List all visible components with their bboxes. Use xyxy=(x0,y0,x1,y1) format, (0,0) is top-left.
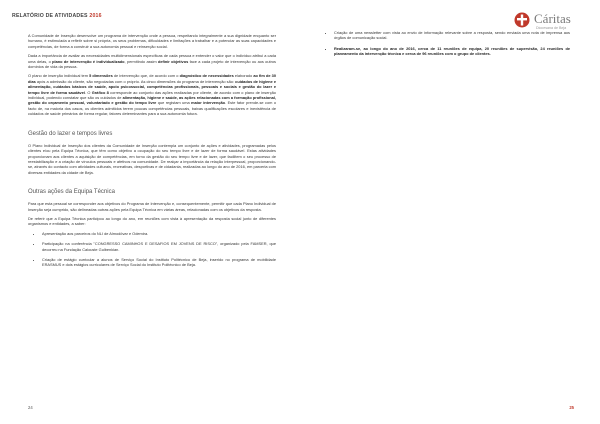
logo-subtitle: Diocesana de Beja xyxy=(536,26,567,30)
right-actions-list xyxy=(320,30,570,57)
report-year: 2016 xyxy=(89,13,102,19)
right-column xyxy=(320,30,570,62)
heading-leisure: Gestão do lazer e tempos livres xyxy=(28,130,113,137)
report-title: RELATÓRIO DE ATIVIDADES xyxy=(12,13,88,19)
paragraph-leisure: O Plano Individual de Inserção dos clientes da Comunidade de Inserção contempla um conjunto de ações e atividades, programadas pelos clientes e/ou pela Equipa Técnica, que têm como objetivo a ocupação do seu tempo livre e de lazer de forma saudável. Estas atividades proporcionam aos clientes a aquisição de competências, em torno da gestão do seu tempo livre e de lazer, que facilitem o seu processo de reestabilização e a criação de vínculos pessoais e afetivos na comunidade. De realçar a importância da relação interpessoal, proporcionando-se, através do contacto com atividades culturais, recreativas, desportivas e de cidadania, realizadas ao longo do ano de 2016, em parceria com diversas entidades da cidade de Beja. xyxy=(28,142,276,175)
team-actions-list xyxy=(28,231,276,268)
intro-paragraph: A Comunidade de Inserção desenvolve um programa de intervenção onde a pessoa, respeitando integralmente a sua dignidade enquanto ser humano, é estimulada a refletir sobre si própria, os seus problemas, dificuldades e limitações a trabalhar e a potenciar as suas capacidades e competências, de forma a construir a sua autonomia pessoal e reinserção social. xyxy=(28,33,276,49)
left-column xyxy=(28,33,276,273)
right-page xyxy=(300,0,600,424)
page-number-right: 25 xyxy=(569,405,574,410)
caritas-cross-icon xyxy=(514,12,530,28)
paragraph-individual-plan: Dada a importância de avaliar as necessidades multidimensionais específicas de cada pessoa e entender o valor que o indivíduo atribui a cada uma delas, o plano de intervenção é individualizado, permitindo assim definir objetivos face a cada projeto de intervenção ou aos outros domínios de vida da pessoa. xyxy=(28,53,276,70)
paragraph-dimensions: O plano de inserção individual tem 5 dimensões de intervenção que, de acordo com o diagnóstico de necessidades elaborado ao fim de 30 dias após a admissão do cliente, são negociadas com o próprio. As cinco dimensões do programa de intervenção são: cuidados de higiene e alimentação, cuidados básicos de saúde, apoio psicossocial, competências profissionais, pessoais e sociais e gestão do lazer e tempo livre de forma saudável. O Gráfico 8 corresponde ao conjunto das ações realizadas por cliente, de acordo com o plano de inserção individual, podendo constatar que são os cuidados de alimentação, higiene e saúde, as ações relacionadas com a formação profissional, gestão do orçamento pessoal, voluntariado e gestão do tempo livre que registam uma maior intervenção. Este fator prende-se com o facto de, na maioria dos casos, os clientes admitidos terem poucas competências pessoais, baixas qualificações escolares e inexistência de cuidados de saúde primários de forma regular, fatores determinantes para a sua autonomia futura. xyxy=(28,73,276,117)
list-item: • Criação de uma newsletter com vista ao envio de informação relevante sobre a resposta, sendo enviada uma nota de imprensa aos órgãos de comunicação social. xyxy=(334,30,570,41)
heading-team-actions: Outras ações da Equipa Técnica xyxy=(28,189,115,196)
logo-brand: Cáritas xyxy=(534,11,571,26)
paragraph-team-1: Para que esta pessoal se corresponder aos objetivos do Programa de Intervenção e, consequentemente, permitir que cada Plano Individual de Inserção seja cumprido, são delineadas outras ações pela Equipa Técnica em várias áreas, relacionadas com os objetivos da resposta. xyxy=(28,201,276,212)
list-item: • Realizaram-se, ao longo do ano de 2016, cerca de 11 reuniões de equipa, 20 reuniões de supervisão, 24 reuniões de planeamento da intervenção técnica e cerca de 96 reuniões com o grupo de clientes. xyxy=(334,46,570,57)
page-number-left: 24 xyxy=(28,405,33,410)
list-item: • Apresentação aos parceiros do NLI de Almodôvar e Odemira. xyxy=(42,231,276,236)
paragraph-team-2: De referir que a Equipa Técnica participou ao longo do ano, em reuniões com vista à apresentação da resposta social junto de diferentes organismos e entidades, a saber: xyxy=(28,215,276,227)
list-item: • Participação na conferência "CONGRESSO CAMINHOS E DESAFIOS EM JOVENS DE RISCO", organizado pela FAMSER, que decorreu na Fundação Calouste Gulbenkian. xyxy=(42,241,276,252)
list-item: • Criação de estágio curricular a alunos de Serviço Social do Instituto Politécnico de Beja, inserido no programa de mobilidade ERASMUS e dois estágios curriculares de Serviço Social do Instituto Politécnico de Beja. xyxy=(42,257,276,268)
report-header xyxy=(12,13,102,19)
